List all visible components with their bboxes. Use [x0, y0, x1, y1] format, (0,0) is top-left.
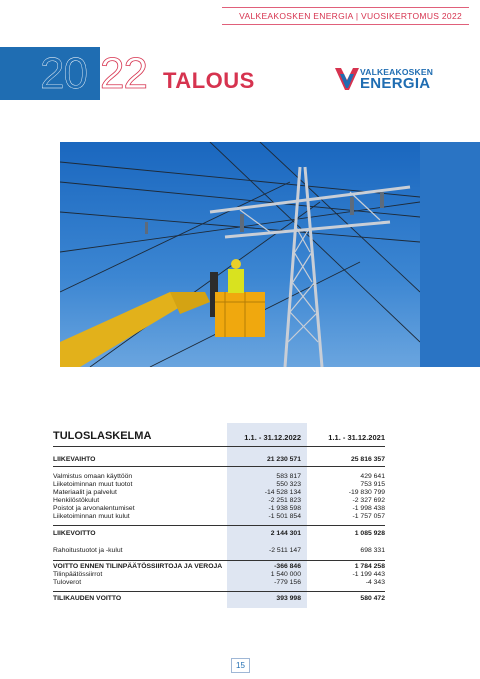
value-2021: 753 915: [360, 481, 385, 488]
row-label: Liiketoiminnan muut kulut: [53, 513, 130, 520]
value-2022: 583 817: [276, 473, 301, 480]
row-label: Tilinpäätössiirrot: [53, 571, 103, 578]
value-2022: -2 251 823: [268, 497, 301, 504]
table-row: [53, 512, 385, 521]
running-header: VALKEAKOSKEN ENERGIA | VUOSIKERTOMUS 2022: [239, 11, 462, 21]
row-label: Tuloverot: [53, 579, 82, 586]
section-rule: [53, 560, 385, 561]
column-header-2022: 1.1. - 31.12.2022: [244, 433, 301, 442]
table-row: [53, 546, 385, 555]
row-label: VOITTO ENNEN TILINPÄÄTÖSSIIRTOJA JA VEROJA: [53, 563, 223, 570]
value-2021: -1 199 443: [352, 571, 385, 578]
logo-text-line1: VALKEAKOSKEN: [360, 67, 434, 77]
value-2022: -2 511 147: [269, 547, 301, 554]
value-2022: -366 846: [274, 563, 301, 570]
logo-mark-icon: [334, 66, 360, 92]
value-2021: 429 641: [360, 473, 385, 480]
table-row: [53, 455, 385, 464]
value-2022: -779 156: [274, 579, 301, 586]
header-top-rule: [222, 7, 469, 8]
section-rule: [53, 466, 385, 467]
row-label: Materiaalit ja palvelut: [53, 489, 117, 496]
column-header-2021: 1.1. - 31.12.2021: [328, 433, 385, 442]
row-label: Liiketoiminnan muut tuotot: [53, 481, 133, 488]
value-2022: 550 323: [276, 481, 301, 488]
value-2021: -1 757 057: [352, 513, 385, 520]
value-2022: -1 938 598: [268, 505, 301, 512]
value-2021: 698 331: [360, 547, 385, 554]
section-rule: [53, 591, 385, 592]
value-2022: -1 501 854: [268, 513, 301, 520]
row-label: Henkilöstökulut: [53, 497, 100, 504]
page-number: 15: [231, 658, 250, 673]
row-label: LIIKEVOITTO: [53, 530, 96, 537]
value-2022: 1 540 000: [270, 571, 301, 578]
table-row: [53, 529, 385, 538]
value-2021: 1 085 928: [354, 530, 385, 537]
value-2021: -1 998 438: [352, 505, 385, 512]
section-title: TALOUS: [163, 68, 255, 93]
table-row: [53, 578, 385, 587]
section-rule: [53, 525, 385, 526]
value-2022: 393 998: [276, 595, 301, 602]
year-second-half: 22: [100, 49, 147, 98]
value-2022: 21 230 571: [266, 456, 301, 463]
header-bottom-rule: [222, 24, 469, 25]
power-line-photo: [60, 142, 420, 367]
row-label: Rahoitustuotot ja -kulut: [53, 547, 123, 554]
logo-text-line2: ENERGIA: [360, 75, 431, 92]
year-first-half: 20: [40, 49, 87, 98]
value-2021: 25 816 357: [350, 456, 385, 463]
row-label: Poistot ja arvonalentumiset: [53, 505, 135, 512]
row-label: LIIKEVAIHTO: [53, 456, 96, 463]
value-2021: -4 343: [365, 579, 385, 586]
value-2021: 1 784 258: [354, 563, 385, 570]
row-label: Valmistus omaan käyttöön: [53, 473, 133, 480]
table-row: [53, 594, 385, 603]
value-2021: -19 830 799: [348, 489, 385, 496]
table-title: TULOSLASKELMA: [53, 430, 152, 442]
value-2022: 2 144 301: [270, 530, 301, 537]
company-logo: [334, 66, 444, 96]
table-header-rule: [53, 446, 385, 447]
value-2021: -2 327 692: [352, 497, 385, 504]
side-blue-panel: [420, 142, 480, 367]
value-2021: 580 472: [360, 595, 385, 602]
value-2022: -14 528 134: [264, 489, 301, 496]
row-label: TILIKAUDEN VOITTO: [53, 595, 122, 602]
